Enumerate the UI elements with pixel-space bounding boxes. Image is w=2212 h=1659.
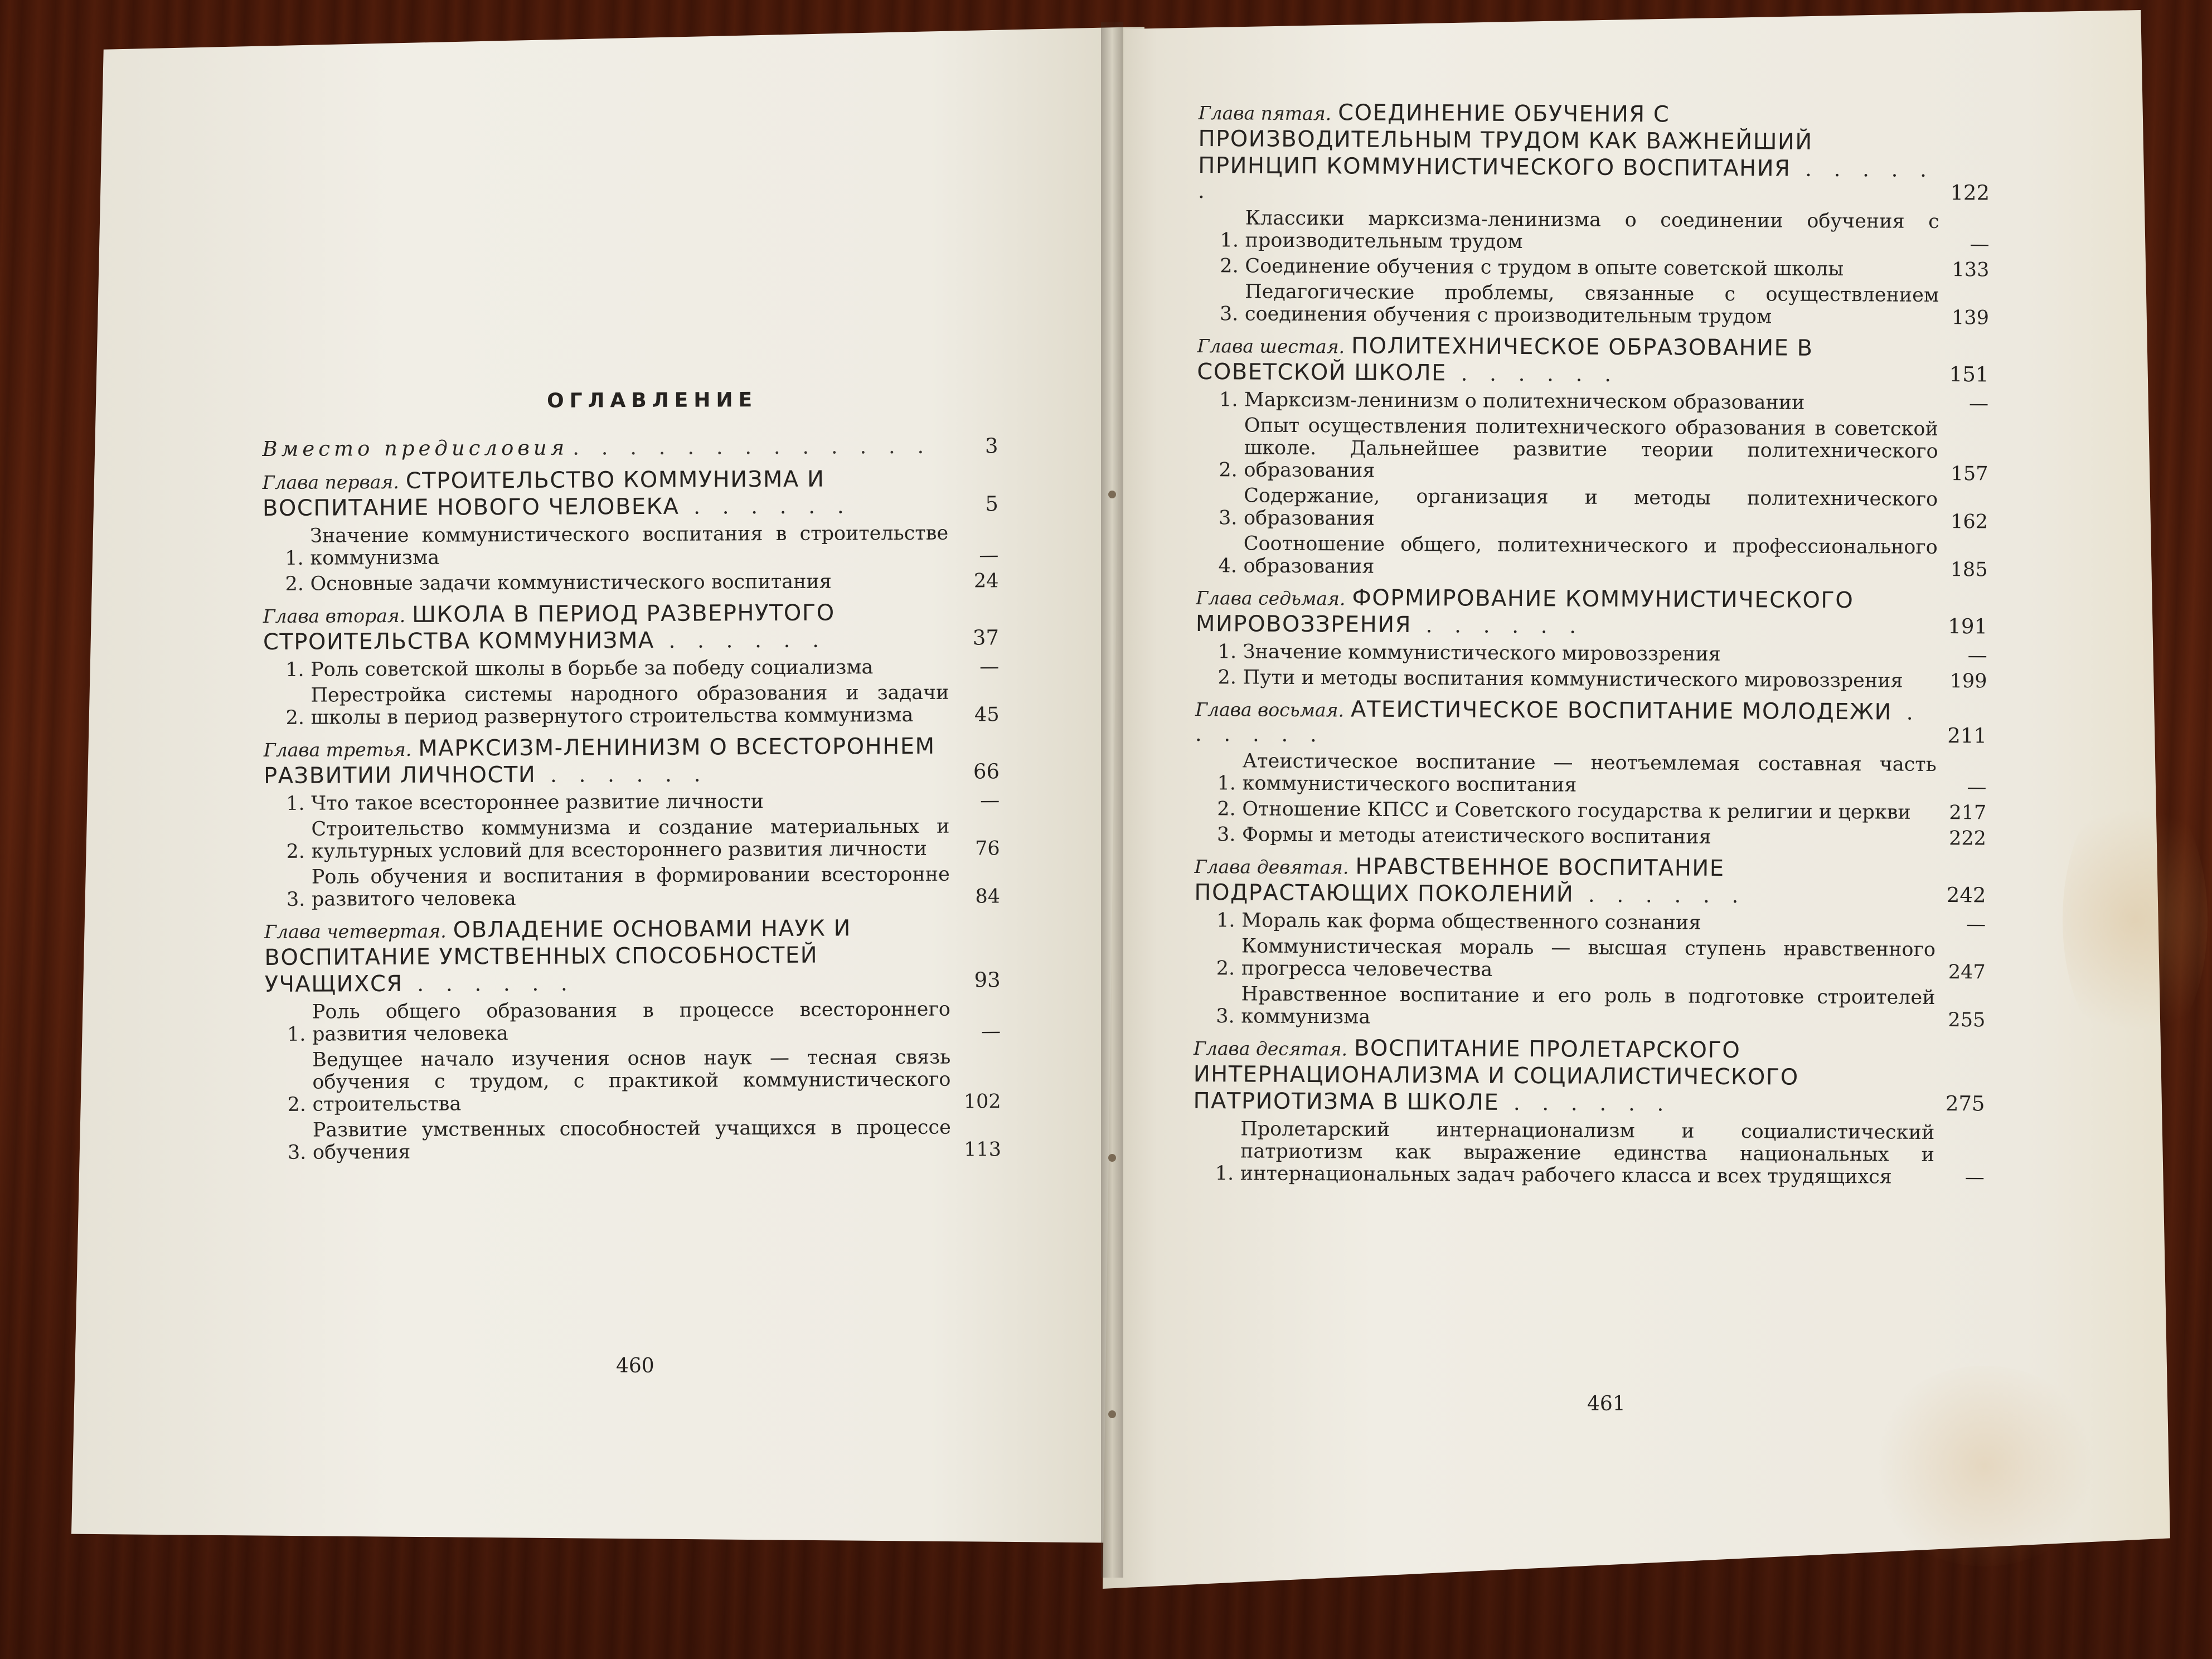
toc-heading: ОГЛАВЛЕНИЕ (546, 389, 758, 413)
book-spine (1101, 22, 1123, 1578)
chapter-label: Глава вторая. (263, 604, 406, 627)
chapter-page: 211 (1947, 724, 1987, 748)
section-title: Нравственное воспитание и его роль в подготовке строителей коммунизма (1241, 983, 1936, 1029)
section-number: 2. (1220, 255, 1239, 278)
chapter-entry (264, 914, 1001, 998)
section-number: 1. (285, 658, 304, 681)
section-entry (1196, 484, 1988, 533)
chapter-title: СОЕДИНЕНИЕ ОБУЧЕНИЯ С ПРОИЗВОДИТЕЛЬНЫМ ТРУДОМ КАК ВАЖНЕЙШИЙ ПРИНЦИП КОММУНИСТИЧЕСКОГО ВОСПИТАНИЯ (1198, 100, 1813, 182)
chapter-entry (1193, 1034, 1985, 1118)
chapter-label: Глава седьмая. (1196, 586, 1346, 610)
chapter-heading (264, 733, 949, 789)
chapter-title: СТРОИТЕЛЬСТВО КОММУНИЗМА И ВОСПИТАНИЕ НОВОГО ЧЕЛОВЕКА (262, 466, 825, 521)
section-entry (1195, 798, 1986, 824)
section-page: 84 (975, 885, 1001, 908)
right-chapter-list (1193, 99, 1990, 1189)
section-title: Формы и методы атеистического воспитания (1241, 823, 1711, 848)
section-title: Пролетарский интернационализм и социалистический патриотизм как выражение единства национальных и интернациональных задач рабочего класса и всех трудящихся (1240, 1118, 1935, 1189)
section-entry (265, 1116, 1001, 1164)
section-number: 1. (1219, 389, 1238, 411)
section-entry (1195, 666, 1987, 692)
chapter-entry (1194, 852, 1986, 910)
section-page: 199 (1949, 670, 1987, 693)
section-page: 24 (973, 570, 999, 593)
chapter-label: Глава третья. (263, 738, 412, 761)
section-entry (1195, 823, 1986, 850)
section-title: Значение коммунистического мировоззрения (1243, 641, 1721, 666)
section-title: Педагогические проблемы, связанные с осуществлением соединения обучения с производительным трудом (1244, 280, 1939, 328)
section-number: 1. (1220, 229, 1239, 252)
toc-right (1193, 92, 1990, 1189)
chapter-entry (1195, 695, 1987, 750)
section-title: Ведущее начало изучения основ наук — тесная связь обучения с трудом, с практикой коммунистического строительства (312, 1046, 951, 1116)
section-entry (1197, 255, 1989, 281)
section-entry (1194, 935, 1986, 983)
section-title: Роль общего образования в процессе всестороннего развития человека (312, 998, 950, 1046)
section-title: Марксизм-ленинизм о политехническом образовании (1244, 389, 1805, 414)
chapter-heading (263, 465, 948, 522)
section-page: 133 (1952, 259, 1990, 282)
section-entry (263, 570, 998, 595)
section-title: Что такое всестороннее развитие личности (311, 790, 764, 815)
chapter-page: 122 (1950, 181, 1990, 205)
section-page: 102 (963, 1090, 1001, 1113)
section-title: Отношение КПСС и Советского государства к религии и церкви (1242, 798, 1911, 824)
chapter-heading (1195, 695, 1937, 750)
section-page: — (979, 656, 1000, 678)
section-title: Строительство коммунизма и создание материальных и культурных условий для всестороннего развития личности (311, 815, 950, 863)
section-number: 2. (285, 573, 304, 595)
section-entry (1196, 641, 1987, 667)
section-page: 76 (974, 837, 1000, 860)
leader-dots: . . . . . . (1574, 882, 1747, 908)
chapter-title: МАРКСИЗМ-ЛЕНИНИЗМ О ВСЕСТОРОННЕМ РАЗВИТИИ ЛИЧНОСТИ (263, 733, 935, 789)
chapter-label: Глава четвертая. (264, 920, 447, 943)
toc-left (262, 387, 1001, 1164)
binding-thread (1108, 491, 1116, 498)
section-page: — (1968, 392, 1989, 415)
section-number: 1. (286, 792, 305, 815)
chapter-heading (264, 915, 950, 998)
section-title: Роль обучения и воспитания в формировании всесторонне развитого человека (311, 863, 950, 911)
section-entry (1194, 909, 1986, 935)
chapter-title: ВОСПИТАНИЕ ПРОЛЕТАРСКОГО ИНТЕРНАЦИОНАЛИЗМА И СОЦИАЛИСТИЧЕСКОГО ПАТРИОТИЗМА В ШКОЛЕ (1193, 1035, 1799, 1115)
section-title: Содержание, организация и методы политехнического образования (1243, 484, 1938, 530)
section-page: 162 (1951, 511, 1988, 533)
binding-thread (1108, 1410, 1116, 1418)
chapter-heading (263, 599, 949, 656)
section-entry (263, 656, 999, 681)
left-chapter-list (263, 465, 1001, 1164)
section-number: 2. (1217, 798, 1236, 821)
toc-chapter (264, 914, 1001, 1164)
section-entry (1197, 280, 1989, 329)
leader-dots (573, 434, 943, 460)
chapter-page: 93 (974, 968, 1001, 992)
section-entry (1193, 1118, 1985, 1189)
section-page: — (1967, 776, 1987, 799)
section-title: Значение коммунистического воспитания в строительстве коммунизма (310, 522, 949, 570)
chapter-entry (263, 465, 998, 522)
section-page: 255 (1948, 1009, 1986, 1032)
chapter-page: 151 (1949, 362, 1989, 387)
section-number: 3. (287, 1141, 307, 1164)
section-entry (1196, 414, 1988, 485)
section-number: 1. (287, 1023, 306, 1046)
section-number: 2. (287, 1093, 307, 1116)
chapter-entry (263, 599, 999, 656)
section-page: — (980, 789, 1000, 812)
section-number: 4. (1218, 555, 1238, 578)
section-page: 185 (1950, 559, 1988, 581)
section-number: 2. (286, 840, 305, 863)
section-entry (1195, 750, 1986, 798)
chapter-page: 37 (972, 625, 1000, 650)
chapter-entry (264, 733, 1000, 789)
toc-chapter (263, 465, 999, 595)
toc-chapter (1194, 852, 1986, 1031)
section-number: 3. (1219, 303, 1239, 326)
chapter-heading (1197, 332, 1938, 389)
section-number: 3. (1216, 823, 1236, 846)
section-number: 2. (1219, 459, 1238, 482)
section-title: Опыт осуществления политехнического образования в советской школе. Дальнейшее развитие теории политехнического образования (1244, 414, 1938, 482)
section-title: Перестройка системы народного образования и задачи школы в период развернутого строительства коммунизма (311, 681, 949, 729)
leader-dots: . . . . . . (402, 971, 575, 996)
leader-dots: . . . . . . (1195, 700, 1921, 747)
toc-chapter (1197, 99, 1990, 329)
section-title: Соотношение общего, политехнического и профессионального образования (1243, 532, 1938, 578)
chapter-label: Глава пятая. (1198, 101, 1332, 125)
section-number: 2. (285, 706, 305, 729)
section-number: 3. (1218, 507, 1238, 530)
leader-dots: . . . . . . (536, 762, 709, 787)
chapter-heading (1196, 584, 1937, 641)
section-page: 45 (974, 704, 1000, 726)
page-number-right: 461 (1587, 1393, 1626, 1415)
section-entry (264, 863, 1000, 911)
section-number: 2. (1217, 666, 1237, 689)
page-stain (1867, 1366, 2102, 1566)
section-page: — (1970, 233, 1990, 256)
section-number: 2. (1216, 957, 1235, 980)
preface-title: Вместо предисловия (262, 435, 569, 461)
page-stain (2063, 780, 2208, 1059)
chapter-label: Глава десятая. (1193, 1037, 1348, 1060)
section-title: Соединение обучения с трудом в опыте советской школы (1245, 255, 1844, 281)
chapter-title: ШКОЛА В ПЕРИОД РАЗВЕРНУТОГО СТРОИТЕЛЬСТВА КОММУНИЗМА (263, 600, 835, 655)
section-number: 3. (1216, 1005, 1235, 1028)
section-title: Классики марксизма-ленинизма о соединении обучения с производительным трудом (1245, 207, 1939, 254)
preface-page: 3 (984, 434, 998, 458)
section-entry (265, 1046, 1001, 1116)
chapter-title: НРАВСТВЕННОЕ ВОСПИТАНИЕ ПОДРАСТАЮЩИХ ПОКОЛЕНИЙ (1194, 853, 1725, 908)
chapter-title: ОВЛАДЕНИЕ ОСНОВАМИ НАУК И ВОСПИТАНИЕ УМСТВЕННЫХ СПОСОБНОСТЕЙ УЧАЩИХСЯ (264, 915, 851, 997)
chapter-heading (1193, 1034, 1935, 1118)
leader-dots: . . . . . . (679, 494, 852, 519)
toc-chapter (1195, 584, 1987, 692)
section-page: — (1966, 913, 1986, 936)
section-title: Пути и методы воспитания коммунистического мировоззрения (1243, 666, 1903, 692)
chapter-label: Глава первая. (262, 470, 399, 493)
chapter-page: 275 (1945, 1092, 1985, 1116)
chapter-entry (1198, 99, 1990, 207)
section-title: Коммунистическая мораль — высшая ступень нравственного прогресса человечества (1241, 935, 1936, 981)
toc-chapter (1195, 695, 1987, 850)
section-page: 139 (1951, 307, 1990, 329)
chapter-label: Глава шестая. (1197, 334, 1345, 358)
chapter-page: 5 (985, 492, 998, 516)
page-number-left: 460 (616, 1355, 654, 1377)
chapter-label: Глава девятая. (1194, 855, 1349, 879)
chapter-entry (1197, 332, 1988, 389)
chapter-title: ПОЛИТЕХНИЧЕСКОЕ ОБРАЗОВАНИЕ В СОВЕТСКОЙ ШКОЛЕ (1197, 333, 1813, 386)
section-page: 157 (1951, 463, 1988, 486)
section-page: — (979, 544, 999, 567)
leader-dots: . . . . . . (1499, 1090, 1672, 1116)
section-title: Развитие умственных способностей учащихся в процессе обучения (312, 1116, 951, 1164)
section-entry (263, 681, 999, 729)
toc-chapter (264, 733, 1000, 911)
toc-chapter (1196, 332, 1988, 581)
section-entry (264, 789, 1000, 815)
chapter-page: 66 (973, 759, 1000, 784)
section-page: — (981, 1020, 1001, 1043)
section-page: — (1967, 644, 1987, 667)
section-entry (1196, 532, 1987, 581)
section-title: Атеистическое воспитание — неотъемлемая составная часть коммунистического воспитания (1242, 750, 1937, 797)
leader-dots: . . . . . . (654, 628, 827, 653)
leader-dots: . . . . . . (1197, 157, 1935, 203)
toc-chapter (1193, 1034, 1985, 1189)
section-page: 247 (1948, 961, 1986, 984)
chapter-heading (1194, 852, 1936, 910)
section-entry (265, 998, 1001, 1046)
section-title: Мораль как форма общественного сознания (1241, 909, 1701, 934)
section-number: 1. (1217, 641, 1237, 663)
section-page: 113 (964, 1138, 1002, 1161)
section-entry (264, 815, 1000, 863)
section-number: 1. (1217, 772, 1236, 795)
section-number: 1. (1216, 909, 1235, 932)
leader-dots: . . . . . . (1446, 361, 1619, 386)
chapter-page: 191 (1948, 614, 1988, 639)
section-number: 3. (286, 888, 305, 911)
chapter-entry (1196, 584, 1987, 641)
section-entry (1194, 983, 1985, 1031)
section-entry (1197, 389, 1988, 415)
preface-entry (262, 434, 998, 462)
section-number: 1. (1215, 1162, 1234, 1185)
chapter-page: 242 (1946, 883, 1986, 908)
section-page: 217 (1949, 802, 1987, 824)
section-page: 222 (1949, 827, 1987, 850)
toc-chapter (263, 599, 1000, 729)
section-number: 1. (285, 547, 304, 570)
section-title: Роль советской школы в борьбе за победу социализма (311, 656, 874, 681)
section-entry (1198, 207, 1990, 255)
chapter-heading (1198, 99, 1940, 207)
chapter-title: АТЕИСТИЧЕСКОЕ ВОСПИТАНИЕ МОЛОДЕЖИ (1350, 696, 1893, 725)
chapter-title: ФОРМИРОВАНИЕ КОММУНИСТИЧЕСКОГО МИРОВОЗЗРЕНИЯ (1195, 585, 1854, 638)
leader-dots: . . . . . . (1411, 613, 1584, 638)
chapter-label: Глава восьмая. (1195, 698, 1345, 721)
section-page: — (1964, 1166, 1985, 1189)
section-title: Основные задачи коммунистического воспитания (310, 570, 832, 595)
binding-thread (1108, 1154, 1116, 1162)
section-entry (263, 522, 998, 570)
